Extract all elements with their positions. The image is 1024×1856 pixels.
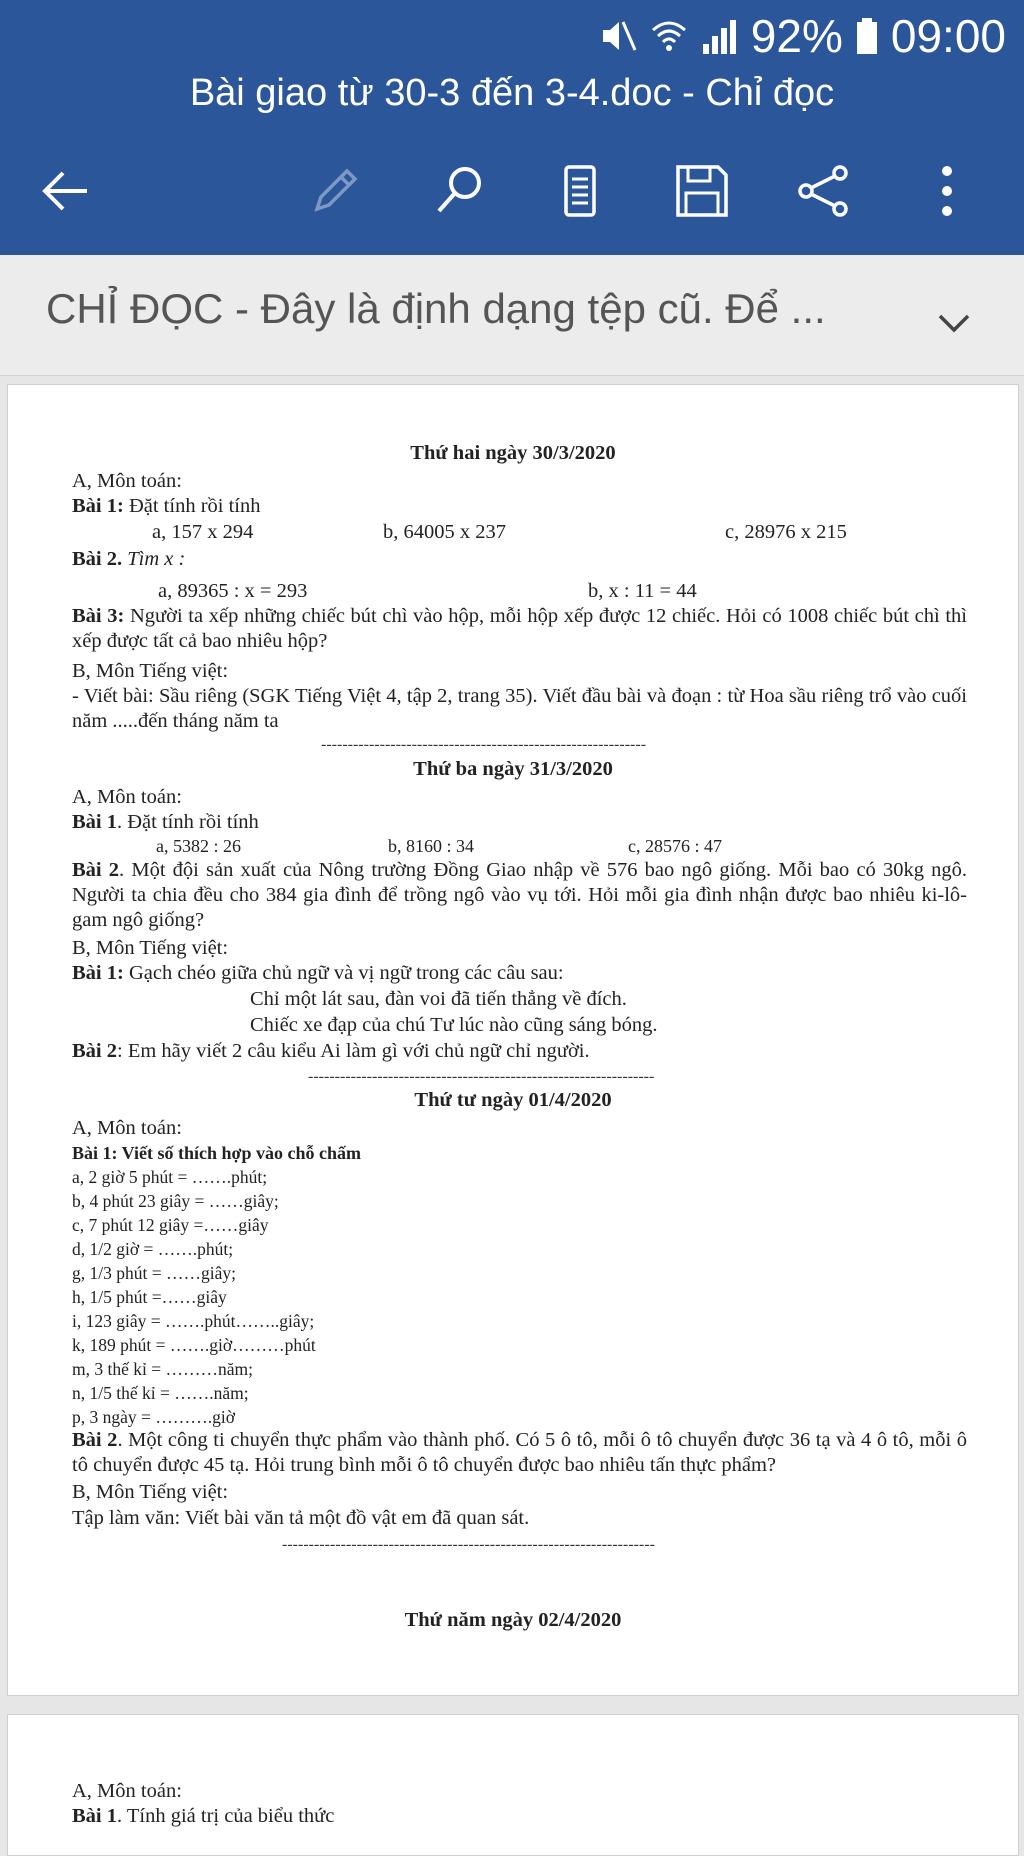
subject-math: A, Môn toán:	[72, 786, 182, 808]
exercise-line	[72, 961, 564, 985]
fill-item: i, 123 giây = …….phút……..giây;	[72, 1311, 315, 1331]
edit-button[interactable]	[300, 156, 370, 226]
read-only-banner[interactable]	[0, 255, 1024, 376]
save-icon	[672, 161, 732, 221]
battery-percent: 92%	[750, 10, 843, 62]
calc-b: b, 8160 : 34	[388, 836, 475, 856]
exercise-paragraph	[72, 604, 967, 654]
calc-c: c, 28976 x 215	[725, 521, 847, 543]
exercise-text: . Một đội sản xuất của Nông trường Đồng Giao nhập về 576 bao ngô giống. Mỗi bao có 30kg ngô. Người ta chia đều cho 384 gia đình để trồng ngô vào vụ tới. Hỏi mỗi gia đình nhận được bao nhiêu ki-lô-gam ngô giống?	[72, 859, 968, 931]
exercise-text: . Tính giá trị của biểu thức	[117, 1805, 335, 1827]
exercise-line	[72, 494, 260, 518]
fill-item: h, 1/5 phút =……giây	[72, 1287, 227, 1307]
sentence-1: Chỉ một lát sau, đàn voi đã tiến thẳng về đích.	[250, 988, 627, 1010]
exercise-text: Tìm x :	[122, 548, 186, 570]
subject-vietnamese: B, Môn Tiếng việt:	[72, 660, 229, 682]
subject-vietnamese: B, Môn Tiếng việt:	[72, 1481, 229, 1503]
exercise-text: . Đặt tính rồi tính	[117, 811, 259, 833]
fill-item: d, 1/2 giờ = …….phút;	[72, 1239, 234, 1259]
document-page-2[interactable]	[7, 1714, 1019, 1856]
signal-icon	[701, 16, 739, 56]
separator: ----------------------------------------------------------------------	[282, 1536, 655, 1553]
exercise-line	[72, 810, 259, 834]
exercise-paragraph	[72, 1428, 967, 1478]
toolbar	[0, 150, 1024, 230]
calc-c: c, 28576 : 47	[628, 836, 722, 856]
exercise-label: Bài 2	[72, 859, 120, 881]
share-button[interactable]	[789, 156, 859, 226]
day-heading: Thứ ba ngày 31/3/2020	[413, 758, 613, 780]
exercise-label: Bài 1	[72, 811, 117, 833]
vietnamese-task: - Viết bài: Sầu riêng (SGK Tiếng Việt 4, tập 2, trang 35). Viết đầu bài và đoạn : từ Hoa sầu riêng trổ vào cuối năm .....đến tháng năm ta	[72, 685, 967, 732]
more-options-button[interactable]	[912, 156, 982, 226]
exercise-line	[72, 1039, 590, 1063]
exercise-label: Bài 2.	[72, 548, 123, 570]
fill-item: m, 3 thế kỉ = ………năm;	[72, 1359, 253, 1379]
separator: -----------------------------------------------------------------	[308, 1068, 655, 1085]
mobile-view-button[interactable]	[545, 156, 615, 226]
subject-math: A, Môn toán:	[72, 470, 182, 492]
back-icon	[35, 161, 95, 221]
exercise-paragraph	[72, 858, 967, 933]
fill-item: k, 189 phút = …….giờ………phút	[72, 1335, 316, 1355]
exercise-label: Bài 2	[72, 1429, 118, 1451]
separator: -------------------------------------------------------------	[321, 736, 647, 753]
document-page-1[interactable]	[7, 384, 1019, 1696]
back-button[interactable]	[30, 156, 100, 226]
chevron-down-icon	[934, 303, 974, 343]
find-x-b: b, x : 11 = 44	[588, 580, 697, 602]
mute-icon	[597, 16, 637, 56]
fill-item: b, 4 phút 23 giây = ……giây;	[72, 1191, 279, 1211]
fill-item: p, 3 ngày = ……….giờ	[72, 1407, 236, 1427]
document-title: Bài giao từ 30-3 đến 3-4.doc - Chỉ đọc	[189, 72, 835, 114]
exercise-line	[72, 547, 185, 571]
exercise-text: Đặt tính rồi tính	[123, 495, 261, 517]
calc-a: a, 5382 : 26	[156, 836, 241, 856]
exercise-text: . Một công ti chuyển thực phẩm vào thành phố. Có 5 ô tô, mỗi ô tô chuyển được 36 tạ và 4 ô tô, mỗi ô tô chuyển được 45 tạ. Hỏi trung bình mỗi ô tô chuyển được bao nhiêu tấn thực phẩm?	[72, 1429, 967, 1476]
day-heading: Thứ hai ngày 30/3/2020	[410, 442, 616, 464]
edit-icon	[305, 161, 365, 221]
search-icon	[429, 161, 489, 221]
more-icon	[917, 161, 977, 221]
status-bar	[597, 10, 1006, 62]
share-icon	[794, 161, 854, 221]
sentence-2: Chiếc xe đạp của chú Tư lúc nào cũng sáng bóng.	[250, 1014, 658, 1036]
calc-b: b, 64005 x 237	[383, 521, 506, 543]
mobile-view-icon	[550, 161, 610, 221]
exercise-label: Bài 3:	[72, 605, 125, 627]
exercise-label: Bài 1	[72, 1805, 117, 1827]
exercise-label: Bài 2	[72, 1040, 117, 1062]
fill-item: c, 7 phút 12 giây =……giây	[72, 1215, 269, 1235]
exercise-text: Gạch chéo giữa chủ ngữ và vị ngữ trong các câu sau:	[123, 962, 564, 984]
fill-item: n, 1/5 thế kỉ = …….năm;	[72, 1383, 249, 1403]
battery-icon	[855, 16, 879, 56]
vietnamese-task: Tập làm văn: Viết bài văn tả một đồ vật em đã quan sát.	[72, 1507, 530, 1529]
subject-math: A, Môn toán:	[72, 1117, 182, 1139]
exercise-title: Bài 1: Viết số thích hợp vào chỗ chấm	[72, 1143, 361, 1163]
expand-banner-button[interactable]	[926, 295, 982, 351]
fill-item: a, 2 giờ 5 phút = …….phút;	[72, 1167, 268, 1187]
find-x-a: a, 89365 : x = 293	[158, 580, 308, 602]
clock: 09:00	[890, 10, 1006, 62]
subject-vietnamese: B, Môn Tiếng việt:	[72, 937, 229, 959]
exercise-text: Người ta xếp những chiếc bút chì vào hộp, mỗi hộp xếp được 12 chiếc. Hỏi có 1008 chiếc bút chì thì xếp được tất cả bao nhiêu hộp?	[72, 605, 967, 652]
day-heading: Thứ năm ngày 02/4/2020	[404, 1609, 622, 1631]
search-button[interactable]	[424, 156, 494, 226]
day-heading: Thứ tư ngày 01/4/2020	[414, 1089, 612, 1111]
exercise-text: : Em hãy viết 2 câu kiểu Ai làm gì với chủ ngữ chỉ người.	[117, 1040, 590, 1062]
calc-a: a, 157 x 294	[152, 521, 254, 543]
exercise-label: Bài 1:	[72, 495, 124, 517]
app-header	[0, 0, 1024, 255]
exercise-label: Bài 1:	[72, 962, 124, 984]
exercise-line	[72, 1804, 334, 1828]
read-only-message: CHỈ ĐỌC - Đây là định dạng tệp cũ. Để ...	[46, 285, 826, 332]
subject-math: A, Môn toán:	[72, 1780, 182, 1802]
wifi-icon	[649, 16, 689, 56]
save-button[interactable]	[667, 156, 737, 226]
fill-item: g, 1/3 phút = ……giây;	[72, 1263, 236, 1283]
